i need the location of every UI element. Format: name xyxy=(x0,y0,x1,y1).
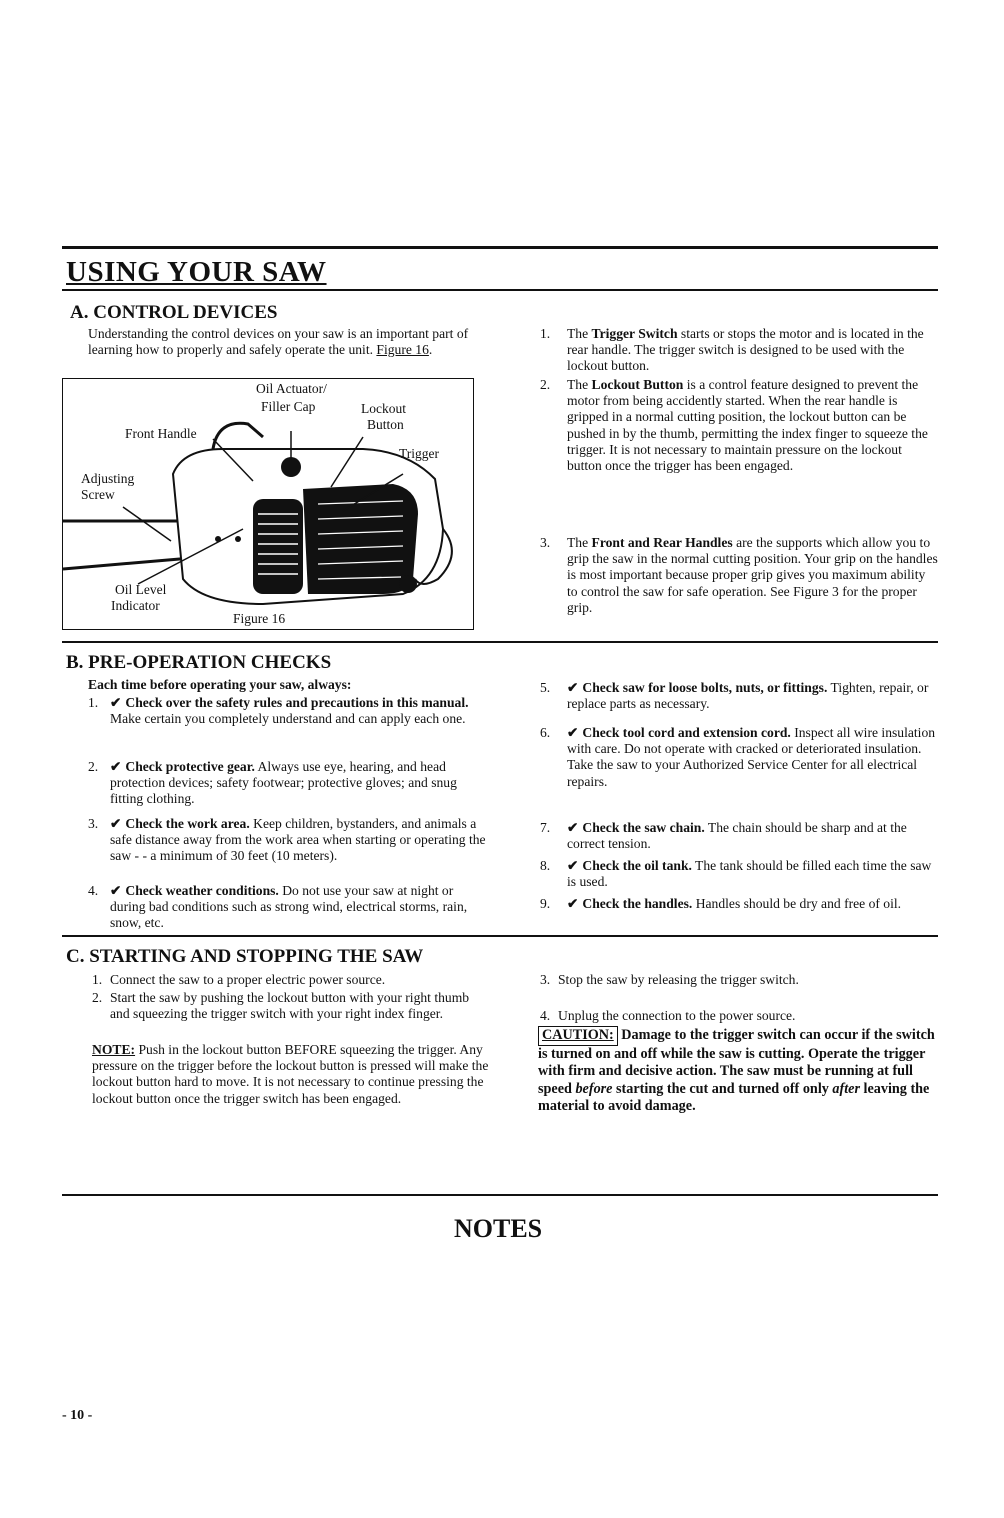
check-icon: ✔ xyxy=(110,883,122,898)
label-adjusting: Adjusting xyxy=(81,471,135,486)
check-icon: ✔ xyxy=(567,680,579,695)
list-number: 3. xyxy=(540,535,551,550)
list-number: 8. xyxy=(540,858,551,873)
item-lead: The xyxy=(567,326,592,341)
page-title: USING YOUR SAW xyxy=(66,256,327,288)
item-bold: Check the handles. xyxy=(582,896,693,911)
item-text: Keep children, bystanders, and animals a safe distance away from the work area when starting or operating the saw - - a minimum of 30 feet (10 meters). xyxy=(110,816,486,864)
front-handle-shape xyxy=(213,423,263,449)
check-icon: ✔ xyxy=(567,858,579,873)
list-item xyxy=(540,896,938,912)
item-text: starts or stops the motor and is located in the rear handle. The trigger switch is designed to be used with the lockout button. xyxy=(567,326,924,374)
check-icon: ✔ xyxy=(110,695,122,710)
list-item xyxy=(92,972,490,988)
list-number: 2. xyxy=(540,377,551,392)
note xyxy=(92,1042,490,1107)
label-front-handle: Front Handle xyxy=(125,426,197,441)
list-number: 7. xyxy=(540,820,551,835)
section-c-heading: C. STARTING AND STOPPING THE SAW xyxy=(66,946,424,967)
label-screw: Screw xyxy=(81,487,115,502)
section-b-intro: Each time before operating your saw, always: xyxy=(88,677,352,692)
item-text: Start the saw by pushing the lockout button with your right thumb and squeezing the trigger switch with your right index finger. xyxy=(110,990,470,1022)
list-number: 2. xyxy=(88,759,99,774)
list-item xyxy=(540,1008,938,1024)
cord-plug xyxy=(399,575,417,593)
label-lockout: Lockout xyxy=(361,401,406,416)
item-bold: Check the oil tank. xyxy=(582,858,692,873)
top-rule xyxy=(62,246,938,249)
check-icon: ✔ xyxy=(567,725,579,740)
item-text: Stop the saw by releasing the trigger switch. xyxy=(558,972,799,987)
list-item xyxy=(88,883,486,932)
caution-text-a: Damage to the trigger switch can occur if the switch is turned on and off while the saw is cutting. Operate the trigger with firm and decisive action. The saw must be running at full speed xyxy=(538,1027,935,1097)
label-trigger: Trigger xyxy=(399,446,440,461)
list-item xyxy=(88,816,486,865)
figure-caption: Figure 16 xyxy=(233,611,286,626)
figure-16 xyxy=(62,378,474,630)
list-item xyxy=(88,759,486,808)
list-number: 2. xyxy=(92,990,103,1005)
item-text: Do not use your saw at night or during bad conditions such as strong wind, electrical storms, rain, snow, etc. xyxy=(110,883,468,931)
label-indicator: Indicator xyxy=(111,598,160,613)
caution-text-b: starting the cut and turned off only xyxy=(612,1080,833,1097)
section-c-rule xyxy=(62,1194,938,1196)
list-number: 5. xyxy=(540,680,551,695)
section-a-intro-text: Understanding the control devices on your saw is an important part of learning how to properly and safely operate the unit. xyxy=(88,326,469,358)
item-text: Make certain you completely understand and can apply each one. xyxy=(110,711,466,727)
list-item xyxy=(92,990,490,1022)
item-bold: Check the work area. xyxy=(125,816,250,831)
list-item xyxy=(540,820,938,852)
label-filler-cap: Filler Cap xyxy=(261,399,316,414)
oil-cap xyxy=(281,457,301,477)
note-label: NOTE: xyxy=(92,1042,136,1057)
section-a-intro: Understanding the control devices on your saw is an important part of learning how to properly and safely operate the unit. Figure 16. xyxy=(88,326,469,358)
caution-block xyxy=(538,1026,940,1116)
caution-label: CAUTION: xyxy=(538,1026,618,1046)
list-number: 4. xyxy=(88,883,99,898)
check-icon: ✔ xyxy=(567,896,579,911)
list-item xyxy=(540,972,938,988)
item-bold: Check over the safety rules and precautions in this manual. xyxy=(125,695,469,710)
item-bold: Check tool cord and extension cord. xyxy=(582,725,791,740)
item-bold: Lockout Button xyxy=(591,377,684,392)
item-text: The tank should be filled each time the saw is used. xyxy=(567,858,932,890)
item-bold: Check protective gear. xyxy=(125,759,255,774)
page-number: - 10 - xyxy=(62,1408,93,1423)
item-bold: Check the saw chain. xyxy=(582,820,705,835)
list-number: 3. xyxy=(88,816,99,831)
note-text: Push in the lockout button BEFORE squeezing the trigger. Any pressure on the trigger before the lockout button is pressed will make the lockout button hard to move. It is not necessary to continue pressing the lockout button once the trigger switch has been engaged. xyxy=(92,1042,489,1106)
list-item xyxy=(88,695,486,727)
item-lead: The xyxy=(567,535,592,550)
list-item xyxy=(540,326,938,375)
item-bold: Trigger Switch xyxy=(591,326,678,341)
list-number: 3. xyxy=(540,972,551,987)
section-a-rule xyxy=(62,641,938,643)
figure-reference: Figure 16 xyxy=(376,342,429,358)
caution-after: after xyxy=(832,1080,860,1097)
list-number: 1. xyxy=(92,972,103,987)
item-text: are the supports which allow you to grip the saw in the normal cutting position. Your grip on the handles is most important because proper grip gives you maximum ability to control the saw for safe operation. See Figure 3 for the proper grip. xyxy=(567,535,938,615)
item-bold: Check weather conditions. xyxy=(125,883,279,898)
list-number: 1. xyxy=(88,695,99,710)
list-number: 6. xyxy=(540,725,551,740)
label-oil-level: Oil Level xyxy=(115,582,167,597)
list-number: 1. xyxy=(540,326,551,341)
item-text: Inspect all wire insulation with care. Do not operate with cracked or deteriorated insulation. Take the saw to your Authorized Service Center for all electrical repairs. xyxy=(567,725,936,789)
item-text: Connect the saw to a proper electric power source. xyxy=(110,972,386,987)
check-icon: ✔ xyxy=(110,759,122,774)
title-rule xyxy=(62,289,938,291)
list-item xyxy=(540,725,938,790)
list-number: 9. xyxy=(540,896,551,911)
caution-before: before xyxy=(575,1080,613,1097)
item-lead: The xyxy=(567,377,592,392)
section-a-heading: A. CONTROL DEVICES xyxy=(70,302,278,323)
item-text: The chain should be sharp and at the correct tension. xyxy=(567,820,907,852)
list-item xyxy=(540,858,938,890)
item-bold: Front and Rear Handles xyxy=(591,535,733,550)
label-button: Button xyxy=(367,417,404,432)
item-bold: Check saw for loose bolts, nuts, or fittings. xyxy=(582,680,828,695)
section-b-heading: B. PRE-OPERATION CHECKS xyxy=(66,652,332,673)
section-b-rule xyxy=(62,935,938,937)
list-item xyxy=(540,680,938,712)
caution-text-c: leaving the material to avoid damage. xyxy=(538,1080,930,1115)
item-text: Handles should be dry and free of oil. xyxy=(692,896,902,911)
item-text: Unplug the connection to the power source. xyxy=(558,1008,796,1023)
list-item xyxy=(540,377,938,474)
item-text: is a control feature designed to prevent the motor from being accidently started. When the rear handle is gripped in a normal cutting position, the lockout button can be pushed in by the thumb, permitting the index finger to squeeze the trigger. It is not necessary to maintain pressure on the lockout button once the trigger has been engaged. xyxy=(567,377,928,474)
notes-heading: NOTES xyxy=(454,1214,543,1243)
check-icon: ✔ xyxy=(567,820,579,835)
item-text: Always use eye, hearing, and head protection devices; safety footwear; protective gloves; and snug fitting clothing. xyxy=(110,759,457,807)
item-text: Tighten, repair, or replace parts as necessary. xyxy=(567,680,929,712)
label-oil-actuator: Oil Actuator/ xyxy=(256,381,327,396)
list-number: 4. xyxy=(540,1008,551,1023)
list-item xyxy=(540,535,938,616)
check-icon: ✔ xyxy=(110,816,122,831)
